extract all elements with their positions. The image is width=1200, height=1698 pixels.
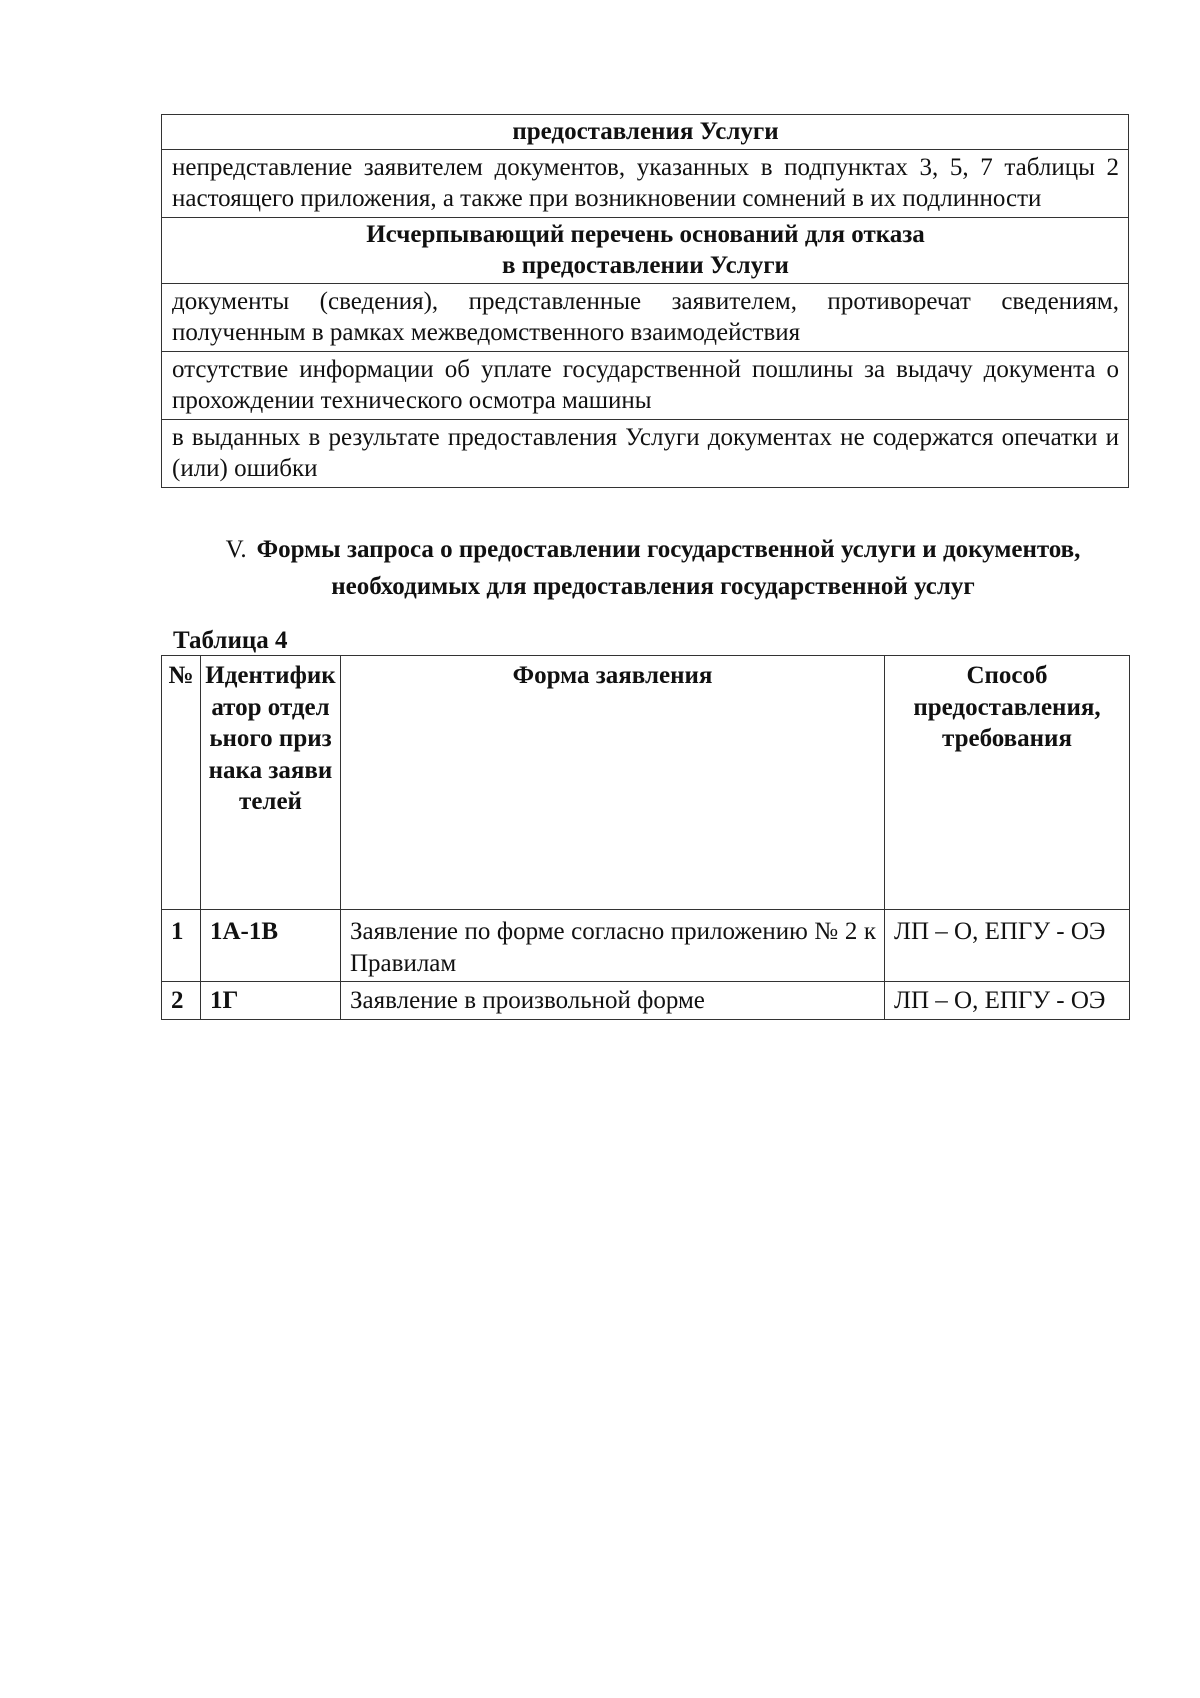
table-cell: в выданных в результате предоставления Услуги документах не содержатся опечатки и (или) ошибки [162,419,1129,487]
table-cell: документы (сведения), представленные заявителем, противоречат сведениям, полученным в рамках межведомственного взаимодействия [162,283,1129,351]
grounds-table [161,114,1129,488]
column-header-method: Способ предоставления, требования [885,656,1130,910]
table-header-cell: предоставления Услуги [162,115,1129,150]
row-method: ЛП – О, ЕПГУ - ОЭ [885,982,1130,1020]
row-method: ЛП – О, ЕПГУ - ОЭ [885,910,1130,982]
row-number: 1 [162,910,201,982]
column-header-form: Форма заявления [341,656,885,910]
header-line: Исчерпывающий перечень оснований для отказа [366,220,925,248]
table-header-row [162,656,1130,910]
table-row [162,982,1130,1020]
table-row [162,217,1129,283]
column-header-identifier: Идентификатор отдельного признака заявителей [201,656,341,910]
table-row [162,283,1129,351]
section-heading [170,531,1136,605]
table-row [162,351,1129,419]
forms-table [161,655,1130,1020]
table-row [162,149,1129,217]
table-row [162,419,1129,487]
row-identifier: 1А-1В [201,910,341,982]
row-form: Заявление по форме согласно приложению № 2 к Правилам [341,910,885,982]
table-header-cell [162,217,1129,283]
table-cell: непредставление заявителем документов, указанных в подпунктах 3, 5, 7 таблицы 2 настоящего приложения, а также при возникновении сомнений в их подлинности [162,149,1129,217]
column-header-num: № [162,656,201,910]
section-title-line: Формы запроса о предоставлении государственной услуги и документов, [256,536,1081,563]
table-cell: отсутствие информации об уплате государственной пошлины за выдачу документа о прохождении технического осмотра машины [162,351,1129,419]
row-form: Заявление в произвольной форме [341,982,885,1020]
row-identifier: 1Г [201,982,341,1020]
table-caption: Таблица 4 [173,627,288,654]
section-title-line: необходимых для предоставления государственной услуг [331,573,975,600]
header-line: в предоставлении Услуги [502,252,789,279]
table-row [162,910,1130,982]
table-row [162,115,1129,150]
section-number: V. [225,536,247,563]
row-number: 2 [162,982,201,1020]
